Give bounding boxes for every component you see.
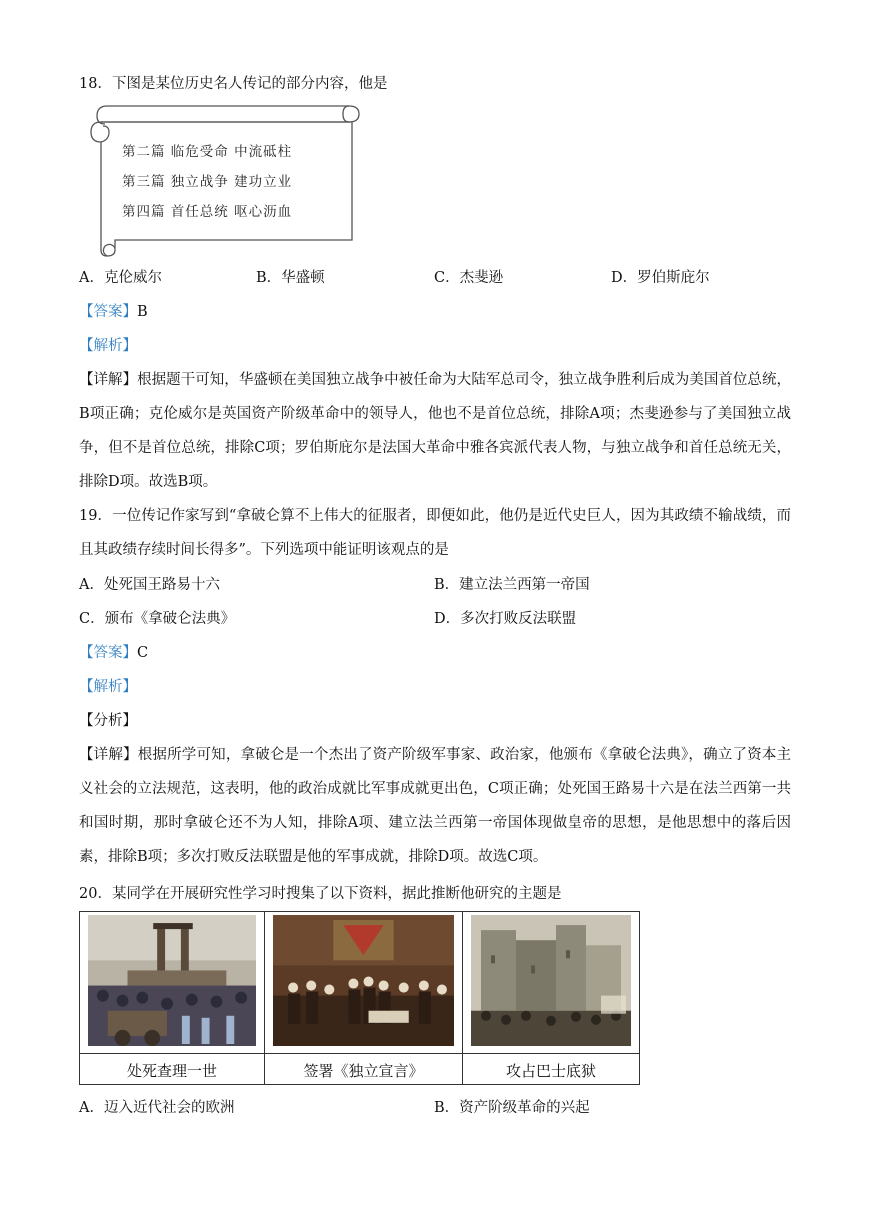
q20-option-b: B．资产阶级革命的兴起 [434, 1100, 590, 1116]
q18-answer [79, 302, 148, 322]
q19-stem: 19．一位传记作家写到“拿破仑算不上伟大的征服者，即便如此，他仍是近代史巨人，因为其政绩不输战绩，而且其政绩存续时间长得多”。下列选项中能证明该观点的是 [79, 508, 791, 558]
q20-option-a: A．迈入近代社会的欧洲 [79, 1100, 235, 1116]
q19-fenxi-tag: 【分析】 [79, 713, 137, 729]
picture-cell-charles [80, 912, 265, 1084]
q18-option-c: C．杰斐逊 [434, 270, 504, 286]
detail-text: 根据所学可知，拿破仑是一个杰出了资产阶级军事家、政治家，他颁布《拿破仑法典》，确立了资本主义社会的立法规范，这表明，他的政治成就比军事成就更出色，C项正确；处死国王路易十六是在法兰西第一共和国时期，那时拿破仑还不为人知，排除A项、建立法兰西第一帝国体现做皇帝的思想，是他思想中的落后因素，排除B项；多次打败反法联盟是他的军事成就，排除D项。故选C项。 [79, 747, 792, 865]
q19-option-d: D．多次打败反法联盟 [434, 611, 577, 627]
caption-declaration: 签署《独立宣言》 [303, 1062, 424, 1080]
q18-stem: 18．下图是某位历史名人传记的部分内容，他是 [79, 76, 388, 92]
q19-option-c: C．颁布《拿破仑法典》 [79, 611, 236, 627]
q19-analysis-tag: 【解析】 [79, 679, 137, 695]
answer-value: B [137, 304, 148, 320]
q18-detail [79, 363, 791, 499]
q19-detail [79, 738, 791, 874]
answer-tag: 【答案】 [79, 304, 137, 320]
q19-option-a: A．处死国王路易十六 [79, 577, 220, 593]
bastille-painting-image [471, 915, 631, 1046]
caption-execution: 处死查理一世 [126, 1062, 217, 1080]
q18-analysis-tag: 【解析】 [79, 338, 137, 354]
detail-tag: 【详解】 [79, 372, 138, 388]
picture-cell-bastille [463, 912, 639, 1084]
execution-painting-image [88, 915, 256, 1046]
q18-option-b: B．华盛顿 [256, 270, 325, 286]
caption-bastille: 攻占巴士底狱 [505, 1062, 596, 1080]
detail-tag: 【详解】 [79, 747, 138, 763]
q19-option-b: B．建立法兰西第一帝国 [434, 577, 590, 593]
declaration-painting-image [273, 915, 454, 1046]
picture-cell-declaration [265, 912, 463, 1084]
scroll-line-1: 第二篇 临危受命 中流砥柱 [122, 144, 293, 160]
scroll-line-3: 第四篇 首任总统 呕心沥血 [122, 204, 293, 220]
q19-answer [79, 643, 148, 663]
answer-value: C [137, 645, 149, 661]
q18-option-a: A．克伦威尔 [79, 270, 162, 286]
picture-table [79, 911, 640, 1085]
q20-stem: 20．某同学在开展研究性学习时搜集了以下资料，据此推断他研究的主题是 [79, 886, 562, 902]
scroll-line-2: 第三篇 独立战争 建功立业 [122, 174, 293, 190]
detail-text: 根据题干可知，华盛顿在美国独立战争中被任命为大陆军总司令，独立战争胜利后成为美国首位总统，B项正确；克伦威尔是英国资产阶级革命中的领导人，他也不是首位总统，排除A项；杰斐逊参与了美国独立战争，但不是首位总统，排除C项；罗伯斯庇尔是法国大革命中雅各宾派代表人物，与独立战争和首任总统无关，排除D项。故选B项。 [79, 372, 791, 490]
answer-tag: 【答案】 [79, 645, 137, 661]
q18-option-d: D．罗伯斯庇尔 [611, 270, 710, 286]
